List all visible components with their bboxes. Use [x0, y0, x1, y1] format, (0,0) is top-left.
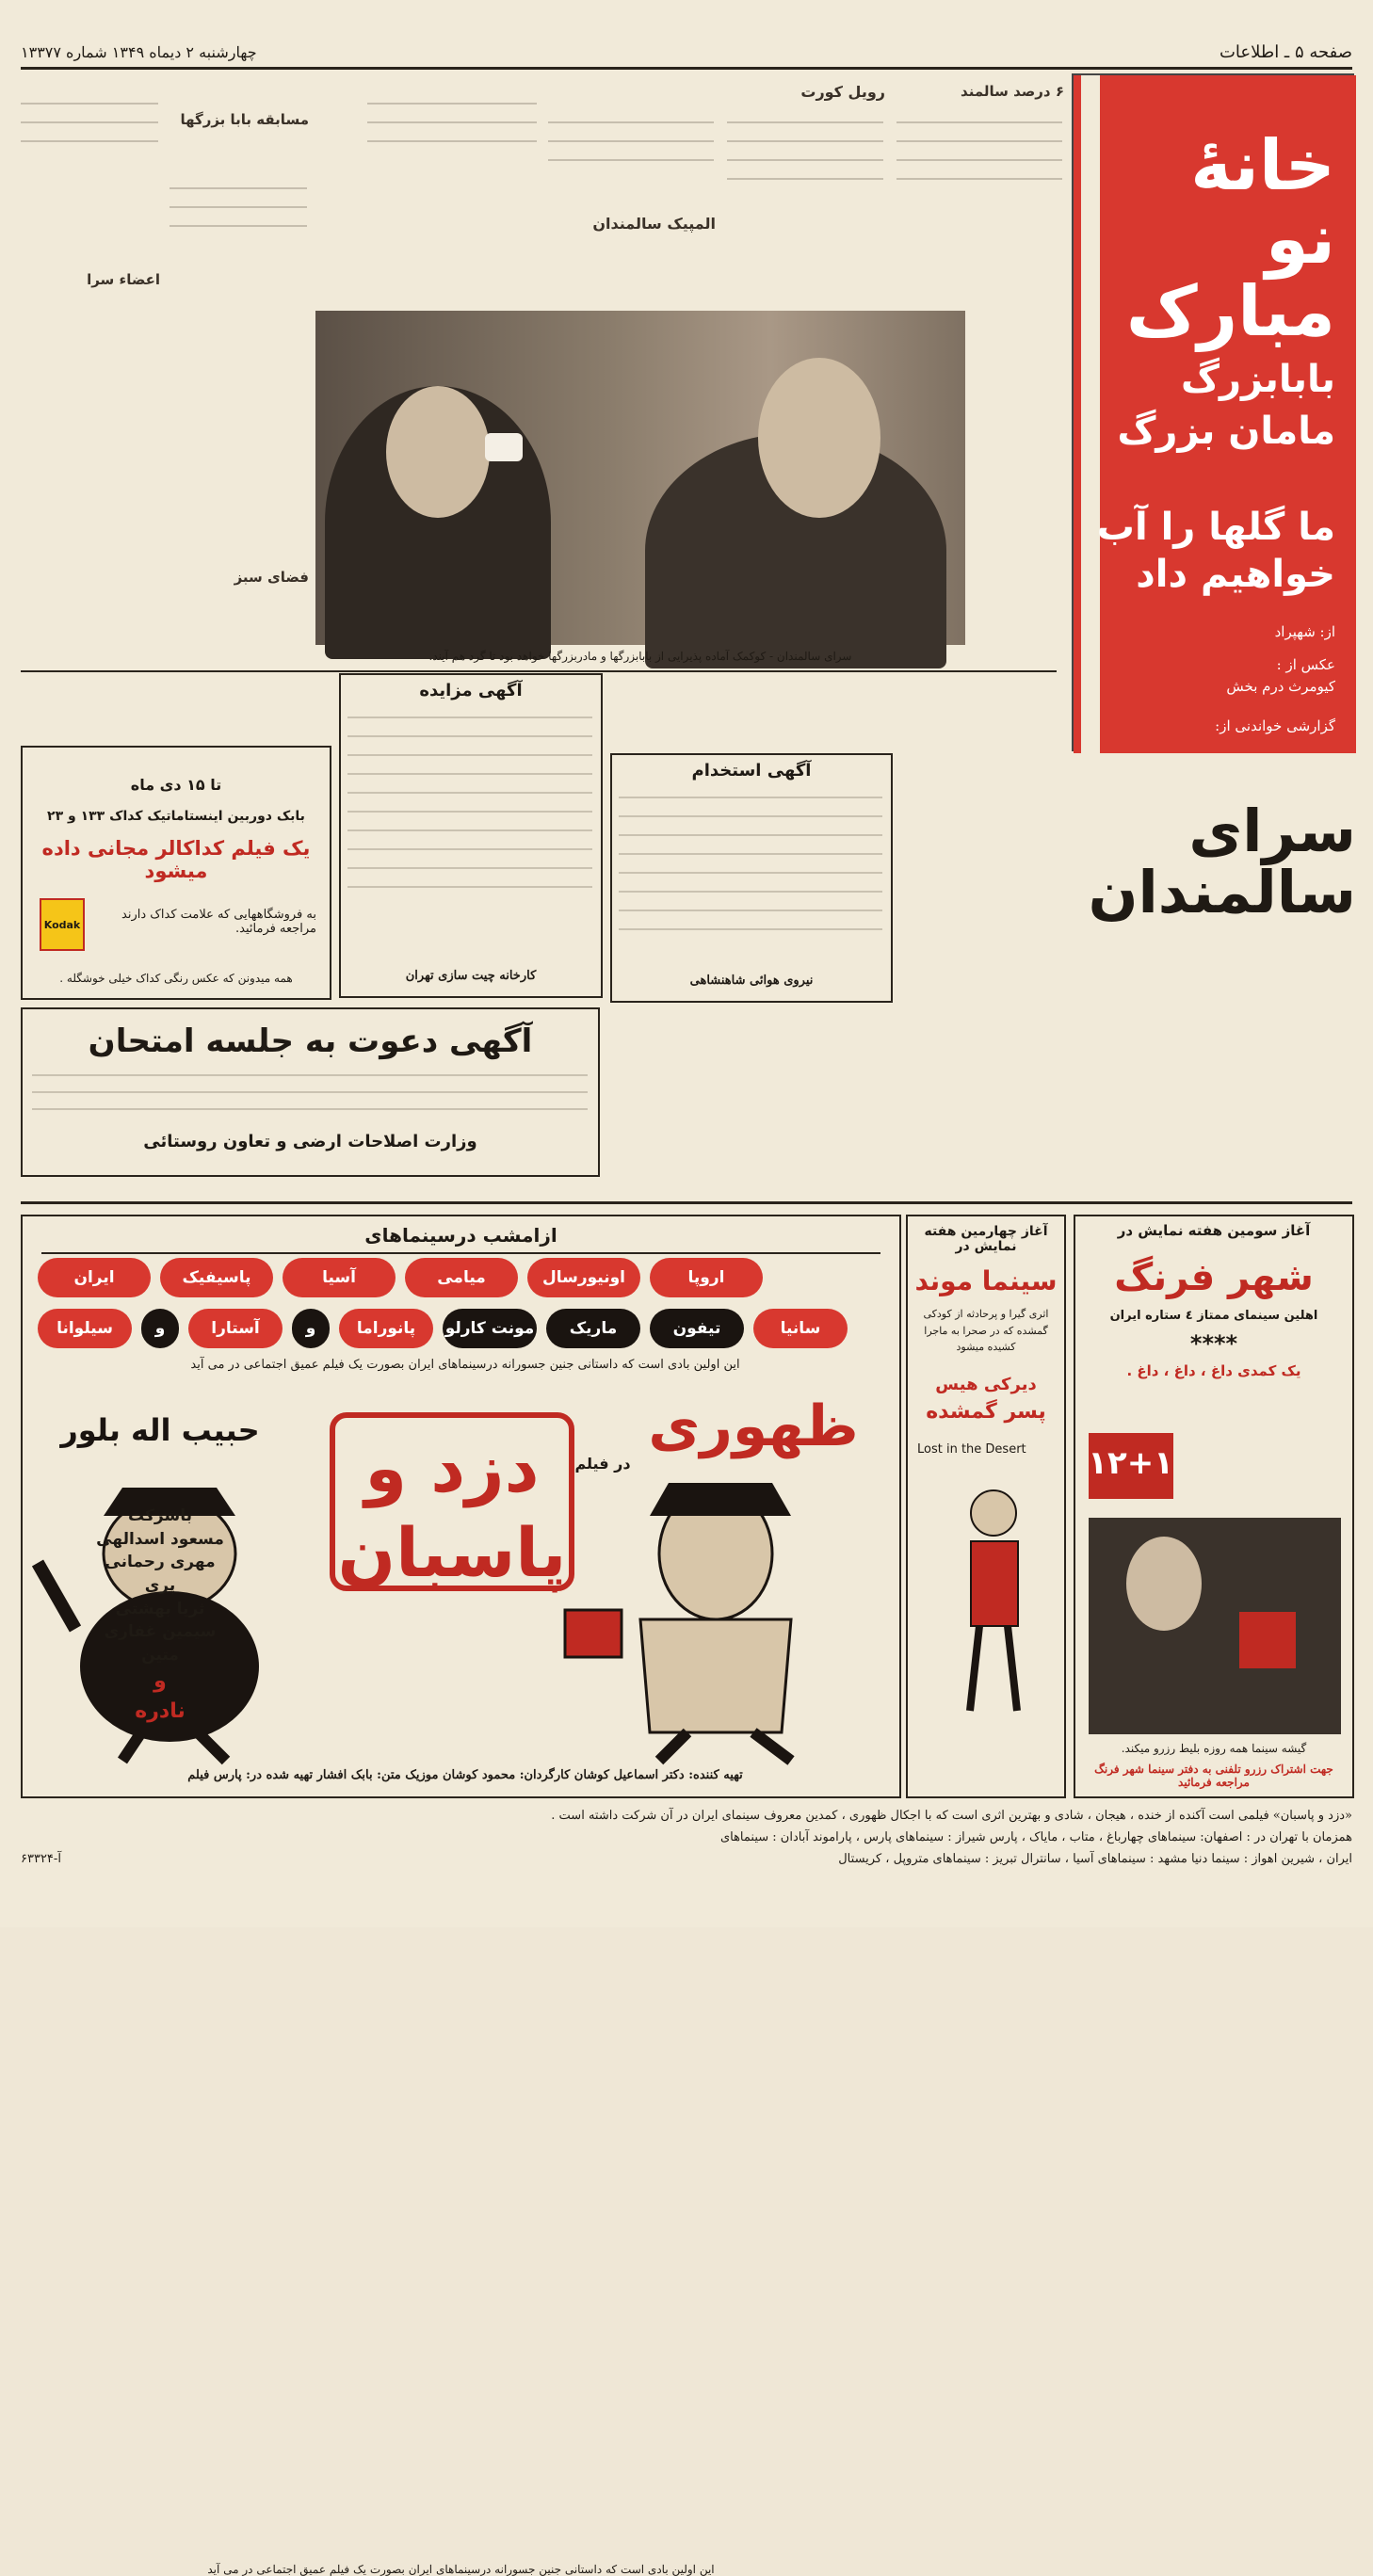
shahr-stars: ****	[1189, 1330, 1238, 1357]
mond-title: سینما موند	[914, 1265, 1058, 1296]
and-word-1: و	[141, 1309, 179, 1348]
kodak-footer: همه میدونن که عکس رنگی کداک خیلی خوشگله .	[59, 972, 293, 985]
theater-13: سانیا	[753, 1309, 848, 1348]
kodak-title: تا ۱۵ دی ماه	[130, 776, 222, 794]
cast-4: ثریا بهشتی	[115, 1599, 205, 1618]
theater-6: اروپا	[650, 1258, 763, 1297]
theater-10: مونت کارلو	[443, 1309, 537, 1348]
cast-1: مسعود اسدالهی	[96, 1529, 224, 1549]
kodak-note: به فروشگاههایی که علامت کداک دارند مراجعه فرمائید.	[121, 908, 316, 936]
exam-signature: وزارت اصلاحات ارضی و تعاون روستائی	[143, 1132, 477, 1151]
theater-4: میامی	[405, 1258, 518, 1297]
rule	[21, 1201, 1352, 1204]
exam-ad	[21, 1007, 600, 1177]
reporter-label: گزارشی خواندنی از:	[1215, 717, 1335, 734]
auction-signature: کارخانه چیت سازی تهران	[405, 969, 537, 983]
theater-3: آسیا	[283, 1258, 396, 1297]
section-title-grandpa-contest: مسابقه بابا بزرگها	[180, 111, 309, 128]
feature-line-2: مامان بزرگ	[1117, 410, 1335, 453]
auction-title: آگهی مزایده	[419, 681, 523, 700]
page-label: صفحه ۵ ـ اطلاعات	[1219, 42, 1352, 62]
date-line: چهارشنبه ۲ دیماه ۱۳۴۹ شماره ۱۳۳۷۷	[21, 43, 257, 61]
exam-text-lines	[27, 1066, 592, 1122]
auction-ad	[339, 673, 603, 998]
lost-in-desert: Lost in the Desert	[917, 1441, 1026, 1457]
elderly-couple-photo	[315, 311, 965, 645]
feature-title: خانهٔ نو مبارک	[1125, 125, 1335, 353]
feature-author: از: شهپراد	[1274, 623, 1335, 640]
mond-ad	[906, 1215, 1066, 1798]
hire-text-lines	[614, 788, 887, 958]
hire-signature: نیروی هوائی شاهنشاهی	[689, 974, 814, 988]
shahr-top: آغاز سومین هفته نمایش در	[1117, 1222, 1311, 1239]
thief-drawing	[565, 1483, 791, 1761]
theater-1: ایران	[38, 1258, 151, 1297]
star-name: ظهوری	[648, 1393, 859, 1459]
in-film: در فیلم	[574, 1455, 631, 1473]
movie-note-line: این اولین بادی است که داستانی جنین جسورانه درسینماهای ایران بصورت یک فیلم عمیق اجتماعی در می آید	[190, 1358, 740, 1372]
shahr-film: یک کمدی داغ ، داغ ، داغ .	[1126, 1362, 1301, 1379]
cast-6: متین	[141, 1645, 179, 1665]
kodak-offer: یک فیلم کداکالر مجانی داده میشود	[41, 837, 311, 882]
cast-3: پری	[144, 1575, 176, 1595]
theater-5: اونیورسال	[527, 1258, 640, 1297]
cast-7: و	[153, 1669, 167, 1694]
theater-12: تیفون	[650, 1309, 744, 1348]
mond-film: پسر گمشده	[926, 1399, 1046, 1424]
feature-line-3: ما گلها را آب خواهیم داد	[1096, 506, 1335, 596]
section-title-6-percent: ۶ درصد سالمند	[961, 83, 1064, 100]
twelve-plus-one: ۱۲+۱	[1089, 1433, 1173, 1499]
mond-desc: اثری گیرا و پرحادثه از کودکی گمشده که در صحرا به ماجرا کشیده میشود	[923, 1308, 1049, 1354]
cast-5: سیمین غفاری	[104, 1622, 217, 1642]
rule	[21, 670, 1057, 672]
theater-2: پاسیفیک	[160, 1258, 273, 1297]
shahr-farang-ad	[1074, 1215, 1354, 1798]
cast-8: نادره	[135, 1699, 186, 1724]
movie-title: دزد و پاسبان	[330, 1412, 574, 1591]
co-star-name: حبیب اله بلور	[60, 1412, 260, 1448]
theater-8: آستارا	[188, 1309, 283, 1348]
photo-caption: سرای سالمندان - کوکمک آماده پذیرایی از بابابزرگها و مادربزرگها خواهد بود تا گرد هم آیند.	[428, 650, 852, 663]
footer-ad-code: آ-۶۳۳۲۴	[21, 1851, 61, 1866]
shahr-note: گیشه سینما همه روزه بلیط رزرو میکند.	[1121, 1742, 1307, 1755]
hire-title: آگهی استخدام	[691, 761, 812, 781]
kodak-ad	[21, 746, 331, 1000]
shahr-title: شهر فرنگ	[1114, 1256, 1314, 1299]
section-title-royal-court: رویل کورت	[800, 83, 885, 101]
cast-0: باشرکت	[128, 1506, 192, 1525]
photo-credit-label: عکس از :	[1276, 656, 1335, 673]
man-face	[758, 358, 880, 518]
cast-2: مهری رحمانی	[105, 1553, 216, 1572]
auction-text-lines	[343, 708, 597, 943]
photo-credit: کیومرث درم بخش	[1226, 678, 1335, 695]
feature-line-1: بابابزرگ	[1181, 358, 1335, 401]
section-title-green-space: فضای سبز	[234, 569, 309, 586]
footer-line-1: «دزد و پاسبان» فیلمی است آکنده از خنده ، هیجان ، شادی و بهترین اثری است که با اجکال ظهوری ، کمدین معروف سینمای ایران در آن شرکت داشته است .	[551, 1809, 1352, 1823]
shahr-plus-graphic	[1239, 1612, 1296, 1668]
hire-ad	[610, 753, 893, 1003]
shahr-cta: جهت اشتراک رزرو تلفنی به دفتر سینما شهر فرنگ مراجعه فرمائید	[1094, 1763, 1333, 1789]
theater-11: ماریک	[546, 1309, 640, 1348]
page-footer	[21, 1806, 1352, 1870]
mond-star: دیرکی هیس	[935, 1374, 1037, 1394]
footer-line-3: ایران ، شیرین اهواز : سینما دنیا مشهد : سینماهای آسیا ، سانترال تبریز : سینماهای متروپل ، کریستال	[838, 1851, 1352, 1866]
teacup	[485, 433, 523, 461]
kodak-line: بابک دوربین اینستاماتیک کداک ۱۳۳ و ۲۳	[47, 809, 305, 824]
theater-7: سیلوانا	[38, 1309, 132, 1348]
exam-title: آگهی دعوت به جلسه امتحان	[88, 1022, 533, 1060]
cinema-main-title: ازامشب درسینماهای	[41, 1224, 880, 1254]
mond-boy-illustration	[909, 1466, 1059, 1730]
shahr-face	[1126, 1537, 1202, 1631]
woman-face	[386, 386, 490, 518]
movie-note: این اولین بادی است که داستانی جنین جسورانه درسینماهای ایران بصورت یک فیلم عمیق اجتماعی در می آید	[207, 2563, 715, 2576]
theater-9: پانوراما	[339, 1309, 433, 1348]
feature-headline: سرای سالمندان	[1088, 797, 1356, 927]
cast-list	[38, 1505, 283, 1727]
footer-line-2: همزمان با تهران در : اصفهان: سینماهای چهارباغ ، متاب ، مایاک ، پارس شیراز : سینماهای پارس ، پاراموند آبادان : سینماهای	[719, 1829, 1352, 1844]
footer-row-3	[21, 1849, 1352, 1871]
movie-credits: تهیه کننده: دکتر اسماعیل کوشان کارگردان: محمود کوشان موزیک متن: بابک افشار تهیه شده در: پارس فیلم	[187, 1768, 743, 1782]
kodak-logo: Kodak	[40, 898, 85, 951]
and-word-2: و	[292, 1309, 330, 1348]
mond-top: آغاز چهارمین هفته نمایش در	[924, 1224, 1048, 1254]
shahr-sub: اهلین سینمای ممتاز ٤ ستاره ایران	[1109, 1309, 1318, 1323]
section-title-members: اعضاء سرا	[87, 271, 160, 288]
section-title-olympics: المپیک سالمندان	[592, 215, 716, 233]
shahr-photo	[1089, 1518, 1341, 1734]
